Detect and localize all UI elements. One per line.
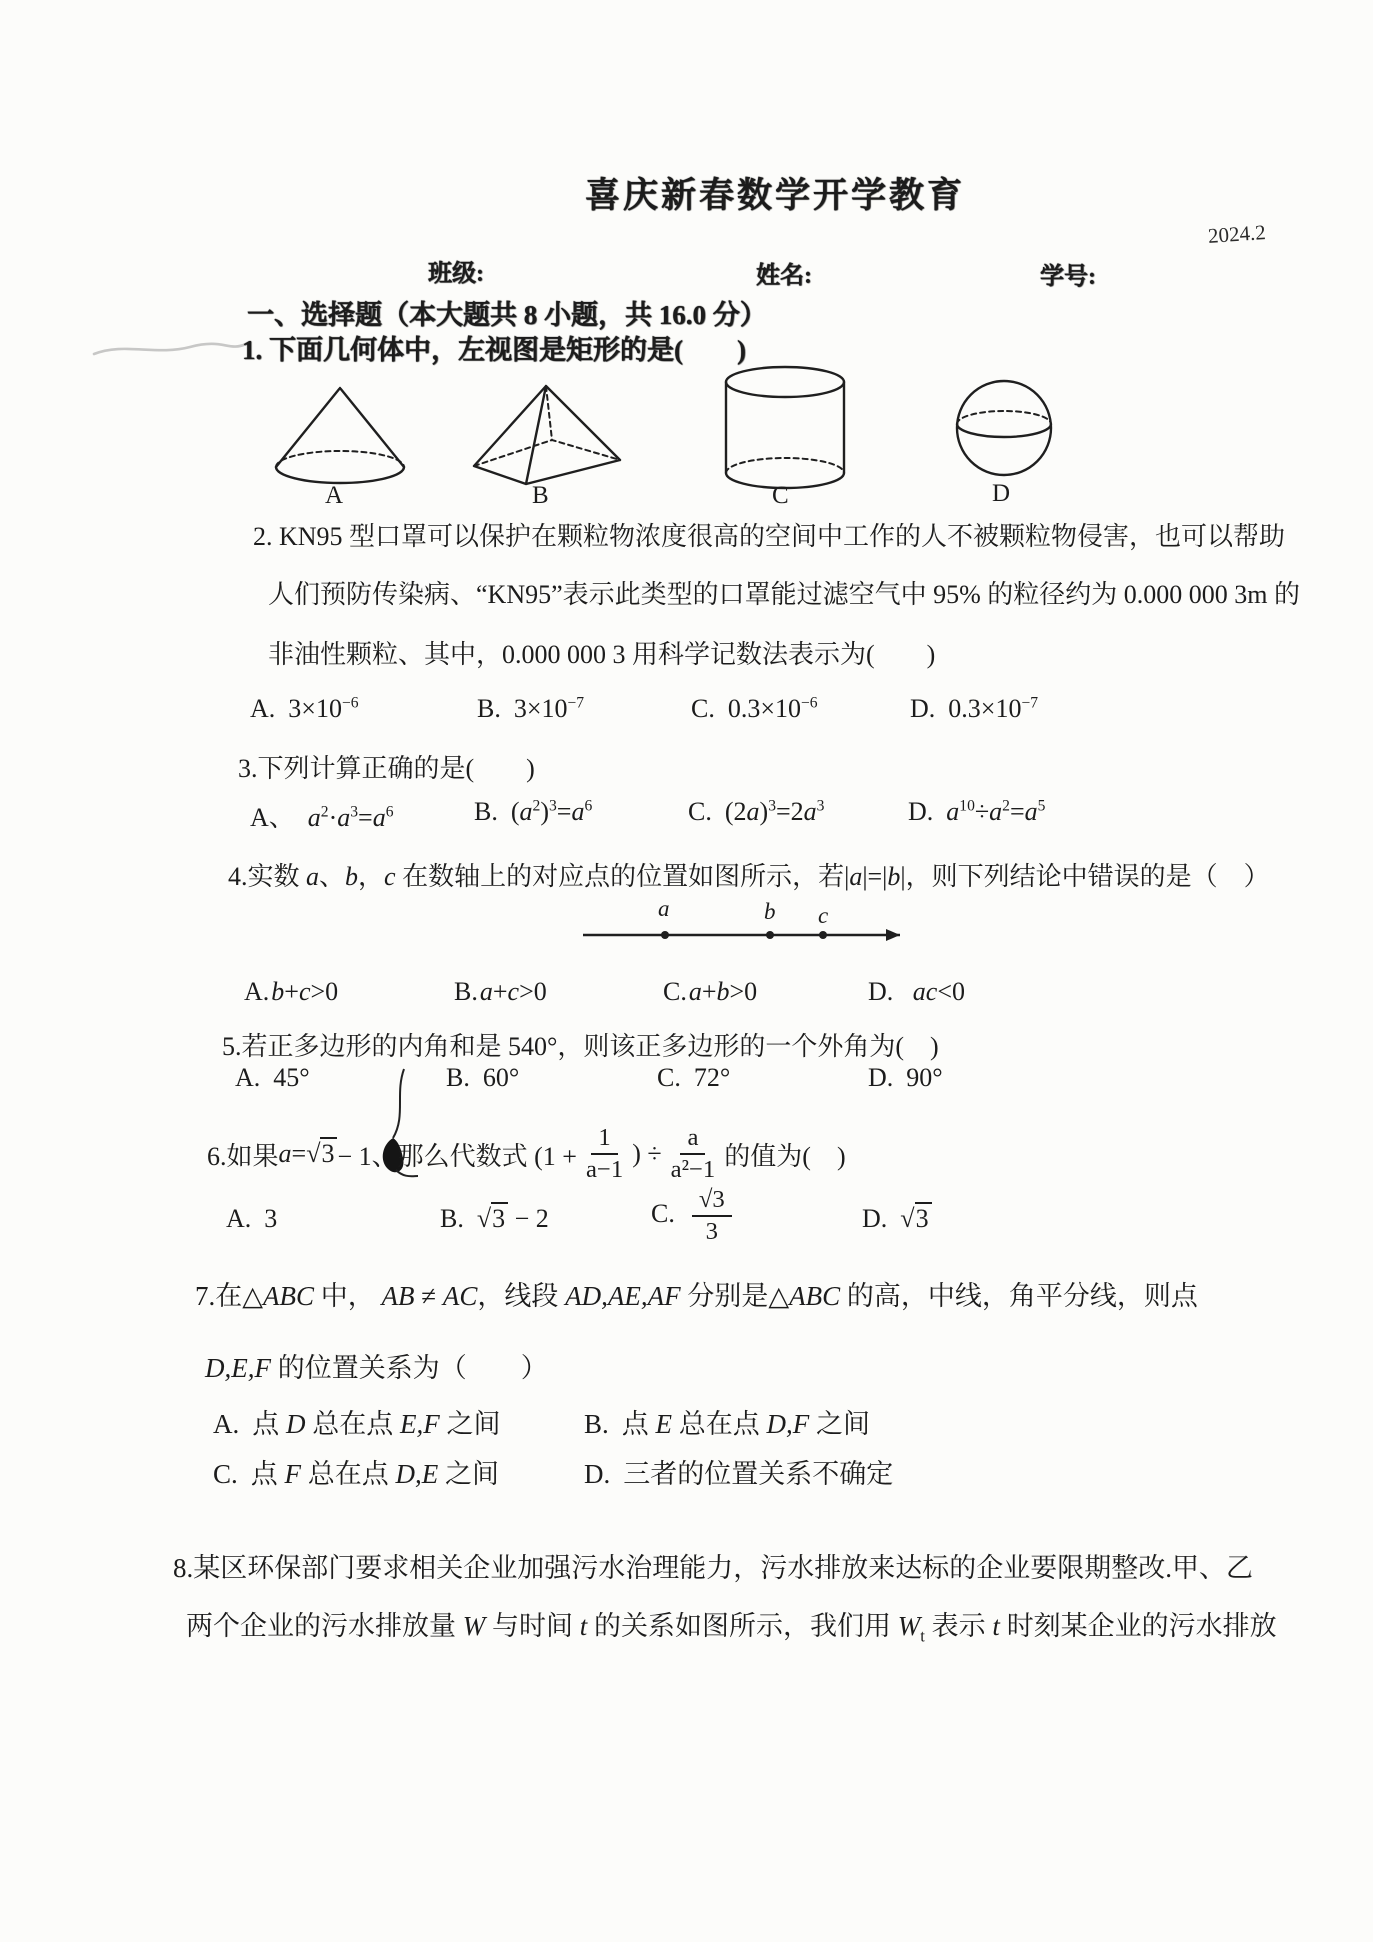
q6-text: 6.如果 a = √3 − 1、那么代数式 (1 + $\frac{1}{a-1}$ ) ÷ $\frac{a}{\text{a²−1}}$ 的值为( ) bbox=[207, 1123, 846, 1183]
q3-text: 3.下列计算正确的是( ) bbox=[238, 754, 535, 783]
q4-option-c bbox=[663, 977, 757, 1007]
q6-option-d bbox=[862, 1204, 932, 1234]
figure-label-b: B bbox=[532, 482, 549, 509]
date: 2024.2 bbox=[1207, 220, 1267, 248]
option-value: 90° bbox=[906, 1063, 943, 1092]
option-text: 点 D 总在点 E,F 之间 bbox=[252, 1409, 501, 1439]
option-text: 三者的位置关系不确定 bbox=[623, 1459, 894, 1489]
q7-option-b bbox=[584, 1402, 870, 1441]
figure-label-c: C bbox=[772, 482, 789, 509]
option-value: $\frac{√3}{3}$ bbox=[688, 1199, 736, 1228]
option-formula: ac<0 bbox=[912, 977, 965, 1006]
option-label: B. bbox=[440, 1204, 464, 1233]
option-label: B. bbox=[454, 977, 478, 1006]
q4-text: 4.实数 a、b，c 在数轴上的对应点的位置如图所示，若|a|=|b|，则下列结论中错误的是（ ） bbox=[228, 862, 1270, 891]
option-label: C. bbox=[213, 1459, 238, 1489]
sphere-figure bbox=[945, 378, 1063, 478]
numberline-label-b: b bbox=[764, 899, 776, 924]
option-formula: $(2a)^3=2a^3$ bbox=[724, 797, 825, 826]
number-line-figure bbox=[580, 893, 912, 945]
option-label: D. bbox=[584, 1459, 611, 1489]
q4-option-b bbox=[454, 977, 547, 1007]
page-title: 喜庆新春数学开学教育 bbox=[584, 176, 965, 215]
option-label: A. bbox=[250, 694, 276, 723]
option-text: 点 E 总在点 D,F 之间 bbox=[621, 1409, 871, 1439]
option-label: A. bbox=[226, 1204, 252, 1233]
option-label: B. bbox=[474, 797, 498, 826]
cylinder-figure bbox=[723, 365, 847, 492]
option-label: C. bbox=[651, 1199, 675, 1229]
option-label: B. bbox=[446, 1063, 470, 1092]
option-value: 60° bbox=[482, 1063, 520, 1092]
option-value: 3 bbox=[264, 1204, 278, 1233]
q3-option-d bbox=[908, 797, 1045, 827]
q2-option-a bbox=[250, 694, 359, 724]
q2-text-line2: 人们预防传染病、“KN95”表示此类型的口罩能过滤空气中 95% 的粒径约为 0.000 000 3m 的 bbox=[268, 580, 1301, 609]
option-formula: a+b>0 bbox=[688, 977, 758, 1006]
option-label: A. bbox=[213, 1409, 240, 1439]
q5-option-b bbox=[446, 1063, 519, 1093]
option-label: D. bbox=[908, 797, 934, 826]
q5-text: 5.若正多边形的内角和是 540°，则该正多边形的一个外角为( ) bbox=[222, 1032, 939, 1061]
pencil-mark bbox=[90, 336, 250, 364]
q8-text-line1: 8.某区环保部门要求相关企业加强污水治理能力，污水排放来达标的企业要限期整改.甲、乙 bbox=[173, 1553, 1253, 1583]
option-value: √3 bbox=[900, 1202, 931, 1233]
figure-label-d: D bbox=[992, 480, 1011, 507]
name-field-label: 姓名: bbox=[756, 263, 812, 289]
option-value: 45° bbox=[273, 1063, 310, 1092]
q7-text-line1: 7.在△ABC 中， AB ≠ AC，线段 AD,AE,AF 分别是△ABC 的高，中线，角平分线，则点 bbox=[195, 1281, 1198, 1311]
option-formula: a+c>0 bbox=[479, 977, 547, 1006]
q3-option-b bbox=[474, 797, 592, 827]
option-label: D. bbox=[862, 1204, 888, 1233]
section-heading: 一、选择题（本大题共 8 小题，共 16.0 分） bbox=[247, 300, 767, 330]
option-label: D. bbox=[910, 694, 936, 723]
numberline-label-a: a bbox=[658, 896, 670, 921]
option-value: 72° bbox=[693, 1063, 731, 1092]
option-formula: b+c>0 bbox=[271, 977, 339, 1006]
option-label: B. bbox=[477, 694, 501, 723]
option-label: B. bbox=[584, 1409, 609, 1439]
q8-text-line2: 两个企业的污水排放量 W 与时间 t 的关系如图所示，我们用 $W_t$ 表示 t 时刻某企业的污水排放 bbox=[186, 1611, 1277, 1646]
option-label: C. bbox=[663, 977, 687, 1006]
q5-option-a bbox=[235, 1063, 310, 1093]
q7-text-line2: D,E,F 的位置关系为（ ） bbox=[205, 1353, 548, 1383]
q3-option-a bbox=[250, 797, 394, 834]
q5-option-d bbox=[868, 1063, 943, 1093]
option-formula: $0.3\times 10^{-7}$ bbox=[948, 694, 1039, 723]
option-formula: $3\times 10^{-6}$ bbox=[288, 694, 359, 723]
q2-text-line3: 非油性颗粒、其中，0.000 000 3 用科学记数法表示为( ) bbox=[268, 640, 936, 669]
pyramid-figure bbox=[468, 382, 628, 490]
numberline-label-c: c bbox=[818, 903, 829, 928]
q2-option-c bbox=[691, 694, 818, 724]
option-formula: $0.3\times 10^{-6}$ bbox=[727, 694, 818, 723]
option-text: 点 F 总在点 D,E 之间 bbox=[250, 1459, 500, 1489]
class-field-label: 班级: bbox=[428, 261, 484, 287]
q2-option-b bbox=[477, 694, 584, 724]
option-formula: $3\times 10^{-7}$ bbox=[513, 694, 585, 723]
option-label: D. bbox=[868, 977, 900, 1006]
q6-option-c bbox=[651, 1186, 736, 1247]
q2-text-line1: 2. KN95 型口罩可以保护在颗粒物浓度很高的空间中工作的人不被颗粒物侵害，也可以帮助 bbox=[253, 522, 1286, 551]
option-label: A、 bbox=[250, 803, 295, 832]
q4-option-a bbox=[244, 977, 338, 1007]
q7-option-d bbox=[584, 1452, 893, 1491]
option-formula: $(a^2)^3=a^6$ bbox=[510, 797, 593, 826]
student-id-field-label: 学号: bbox=[1040, 264, 1096, 290]
q3-option-c bbox=[688, 797, 824, 827]
option-label: D. bbox=[868, 1063, 894, 1092]
cone-figure bbox=[272, 385, 408, 487]
q6-option-a bbox=[226, 1204, 277, 1234]
option-formula: $a^2\cdot a^3=a^6$ bbox=[307, 803, 394, 832]
q4-option-d bbox=[868, 977, 965, 1007]
q1-text: 1. 下面几何体中，左视图是矩形的是( ) bbox=[242, 335, 746, 365]
q6-option-b bbox=[440, 1204, 549, 1234]
option-label: C. bbox=[691, 694, 715, 723]
q2-option-d bbox=[910, 694, 1038, 724]
q7-option-c bbox=[213, 1452, 499, 1491]
q5-option-c bbox=[657, 1063, 730, 1093]
option-value: √3 − 2 bbox=[476, 1204, 549, 1233]
q7-option-a bbox=[213, 1402, 501, 1441]
option-label: C. bbox=[657, 1063, 681, 1092]
option-formula: $a^{10}\div a^2=a^5$ bbox=[946, 797, 1046, 826]
figure-label-a: A bbox=[325, 482, 344, 509]
option-label: C. bbox=[688, 797, 712, 826]
option-label: A. bbox=[244, 977, 270, 1006]
option-label: A. bbox=[235, 1063, 261, 1092]
